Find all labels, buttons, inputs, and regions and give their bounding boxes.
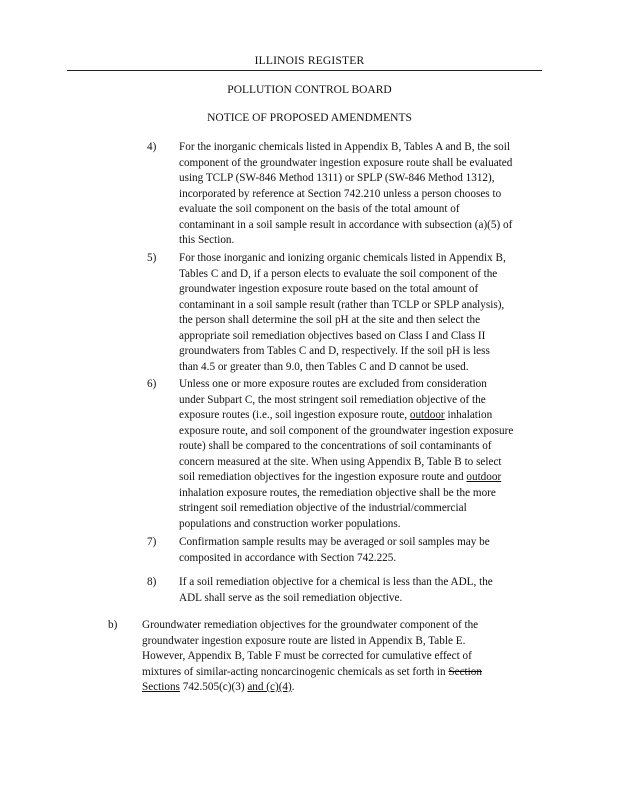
item-text xyxy=(179,575,493,606)
text-span: inhalation xyxy=(444,409,493,421)
item-number: 8) xyxy=(147,576,157,588)
item-number: 4) xyxy=(147,141,157,153)
text-line: Groundwater remediation objectives for the groundwater component of the xyxy=(142,619,479,631)
inserted-text: and (c)(4) xyxy=(247,681,292,693)
text-line: the person shall determine the soil pH at the site and then select the xyxy=(179,314,481,326)
text-line: populations and construction worker populations. xyxy=(179,517,401,530)
inserted-text: outdoor xyxy=(409,409,445,421)
inserted-text: outdoor xyxy=(466,471,502,483)
item-number: 7) xyxy=(147,536,157,548)
text-line xyxy=(142,665,482,681)
text-line: route) shall be compared to the concentrations of soil contaminants of xyxy=(179,440,492,452)
item-text xyxy=(179,377,513,532)
text-line: exposure route, and soil component of the groundwater ingestion exposure xyxy=(179,424,514,437)
text-line: evaluate the soil component on the basis of the total amount of xyxy=(179,203,460,215)
text-line: using TCLP (SW-846 Method 1311) or SPLP (SW-846 Method 1312), xyxy=(179,172,495,184)
text-line: Unless one or more exposure routes are excluded from consideration xyxy=(179,378,487,390)
subsection-text xyxy=(142,618,482,696)
text-span: 742.505(c)(3) xyxy=(179,681,248,693)
text-line: concern measured at the site. When using Appendix B, Table B to select xyxy=(179,455,502,468)
text-span: mixtures of similar-acting noncarcinogenic chemicals as set forth in xyxy=(142,665,449,678)
board-name: POLLUTION CONTROL BOARD xyxy=(227,84,392,96)
register-title: ILLINOIS REGISTER xyxy=(254,55,365,67)
text-line: groundwater ingestion exposure route are listed in Appendix B, Table E. xyxy=(142,634,466,647)
text-line: groundwater ingestion exposure route based on the total amount of xyxy=(179,283,479,295)
text-span: exposure routes (i.e., soil ingestion exposure route, xyxy=(179,409,410,421)
text-line: under Subpart C, the most stringent soil remediation objective of the xyxy=(179,393,486,406)
text-line: than 4.5 or greater than 9.0, then Tables C and D cannot be used. xyxy=(179,360,469,373)
text-line: appropriate soil remediation objectives based on Class I and Class II xyxy=(179,329,486,342)
text-span: . xyxy=(291,681,295,693)
text-line: composited in accordance with Section 742.225. xyxy=(179,551,397,564)
text-line: For those inorganic and ionizing organic chemicals listed in Appendix B, xyxy=(179,252,506,264)
deleted-text: Section xyxy=(448,665,482,678)
text-line xyxy=(179,470,513,486)
item-text xyxy=(179,251,506,375)
item-number: 6) xyxy=(147,378,157,390)
header-rule xyxy=(67,70,542,71)
text-line: If a soil remediation objective for a chemical is less than the ADL, the xyxy=(179,576,493,588)
text-line: Confirmation sample results may be averaged or soil samples may be xyxy=(179,536,490,548)
text-line: contaminant in a soil sample result in accordance with subsection (a)(5) of xyxy=(179,218,513,231)
text-span: soil remediation objectives for the ingestion exposure route and xyxy=(179,471,467,483)
subsection-label: b) xyxy=(108,619,118,631)
text-line: stringent soil remediation objective of the industrial/commercial xyxy=(179,502,467,514)
item-number: 5) xyxy=(147,252,157,264)
text-line xyxy=(142,680,482,696)
text-line xyxy=(179,408,513,424)
text-line: For the inorganic chemicals listed in Appendix B, Tables A and B, the soil xyxy=(179,141,510,153)
text-line: this Section. xyxy=(179,234,235,246)
text-line: ADL shall serve as the soil remediation objective. xyxy=(179,591,403,604)
text-line: incorporated by reference at Section 742.210 unless a person chooses to xyxy=(179,187,502,200)
text-line: Tables C and D, if a person elects to evaluate the soil component of the xyxy=(179,267,498,280)
text-line: inhalation exposure routes, the remediation objective shall be the more xyxy=(179,486,496,499)
item-text xyxy=(179,140,512,249)
text-line: groundwaters from Tables C and D, respectively. If the soil pH is less xyxy=(179,345,490,357)
item-text xyxy=(179,535,490,566)
text-line: contaminant in a soil sample result (rather than TCLP or SPLP analysis), xyxy=(179,298,505,311)
notice-title: NOTICE OF PROPOSED AMENDMENTS xyxy=(207,112,412,124)
text-line: component of the groundwater ingestion exposure route shall be evaluated xyxy=(179,156,513,169)
inserted-text: Sections xyxy=(142,681,180,693)
text-line: However, Appendix B, Table F must be corrected for cumulative effect of xyxy=(142,650,472,662)
